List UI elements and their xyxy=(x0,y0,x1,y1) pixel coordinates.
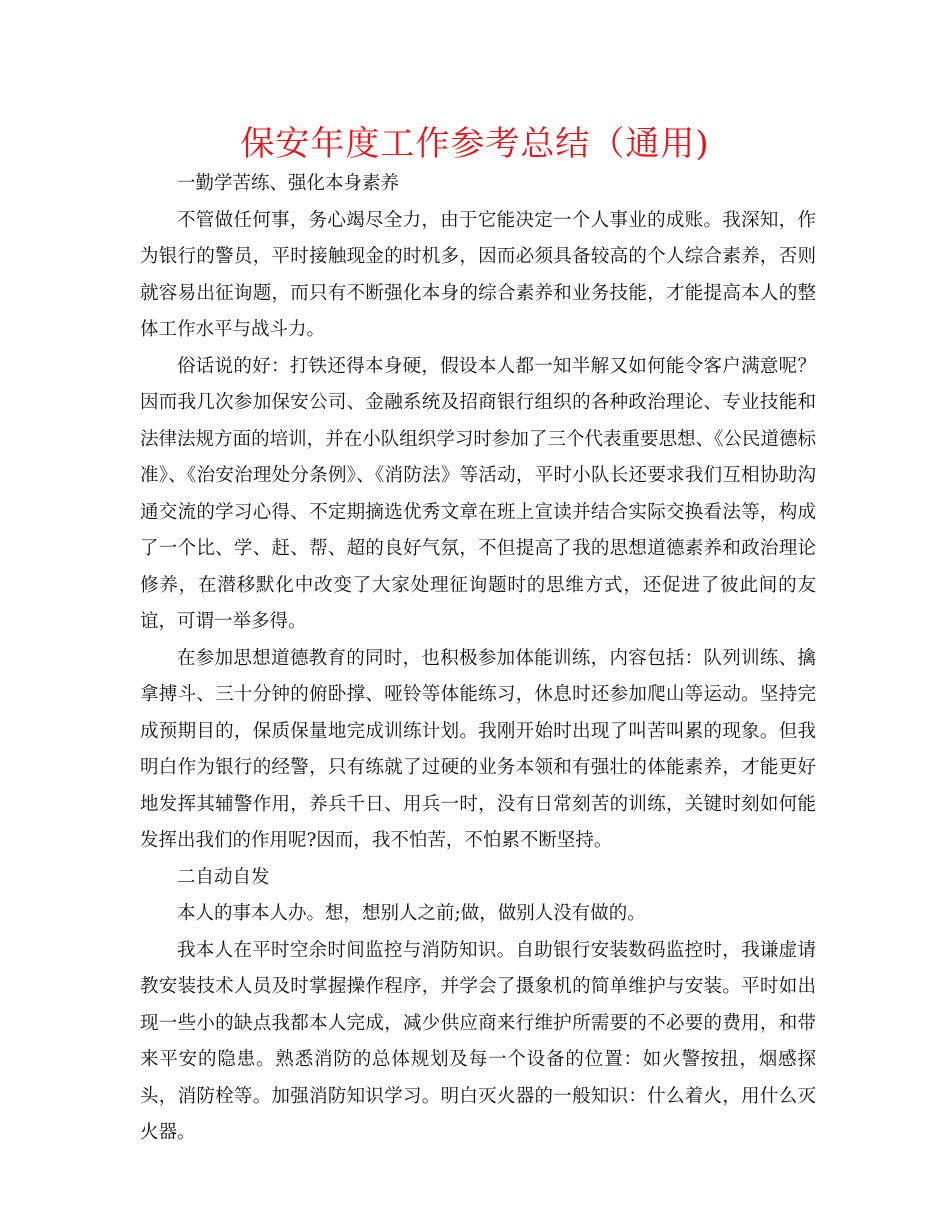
paragraph: 在参加思想道德教育的同时，也积极参加体能训练，内容包括：队列训练、擒拿搏斗、三十分钟的俯卧撑、哑铃等体能练习，休息时还参加爬山等运动。坚持完成预期目的，保质保量地完成训练计划。我刚开始时出现了叫苦叫累的现象。但我明白作为银行的经警，只有练就了过硬的业务本领和有强壮的体能素养，才能更好地发挥其辅警作用，养兵千日、用兵一时，没有日常刻苦的训练，关键时刻如何能发挥出我们的作用呢?因而，我不怕苦，不怕累不断坚持。 xyxy=(140,647,816,851)
document-title: 保安年度工作参考总结（通用) xyxy=(240,124,710,164)
paragraph: 不管做任何事，务心竭尽全力，由于它能决定一个人事业的成账。我深知，作为银行的警员，平时接触现金的时机多，因而必须具备较高的个人综合素养，否则就容易出征询题，而只有不断强化本身的综合素养和业务技能，才能提高本人的整体工作水平与战斗力。 xyxy=(140,209,816,340)
paragraph: 俗话说的好：打铁还得本身硬，假设本人都一知半解又如何能令客户满意呢？因而我几次参加保安公司、金融系统及招商银行组织的各种政治理论、专业技能和法律法规方面的培训，并在小队组织学习时参加了三个代表重要思想、《公民道德标准》、《治安治理处分条例》、《消防法》等活动，平时小队长还要求我们互相协助沟通交流的学习心得、不定期摘选优秀文章在班上宣读并结合实际交换看法等，构成了一个比、学、赶、帮、超的良好气氛，不但提高了我的思想道德素养和政治理论修养，在潜移默化中改变了大家处理征询题时的思维方式，还促进了彼此间的友谊，可谓一举多得。 xyxy=(140,355,816,632)
paragraph: 我本人在平时空余时间监控与消防知识。自助银行安装数码监控时，我谦虚请教安装技术人员及时掌握操作程序，并学会了摄象机的简单维护与安装。平时如出现一些小的缺点我都本人完成，减少供应商来行维护所需要的不必要的费用，和带来平安的隐患。熟悉消防的总体规划及每一个设备的位置：如火警按扭，烟感探头，消防栓等。加强消防知识学习。明白灭火器的一般知识：什么着火，用什么灭火器。 xyxy=(140,939,816,1143)
paragraph: 本人的事本人办。想，想别人之前;做，做别人没有做的。 xyxy=(177,903,646,924)
document-body xyxy=(140,166,816,1152)
section-heading-1: 一勤学苦练、强化本身素养 xyxy=(177,173,400,194)
section-heading-2: 二自动自发 xyxy=(177,866,270,888)
